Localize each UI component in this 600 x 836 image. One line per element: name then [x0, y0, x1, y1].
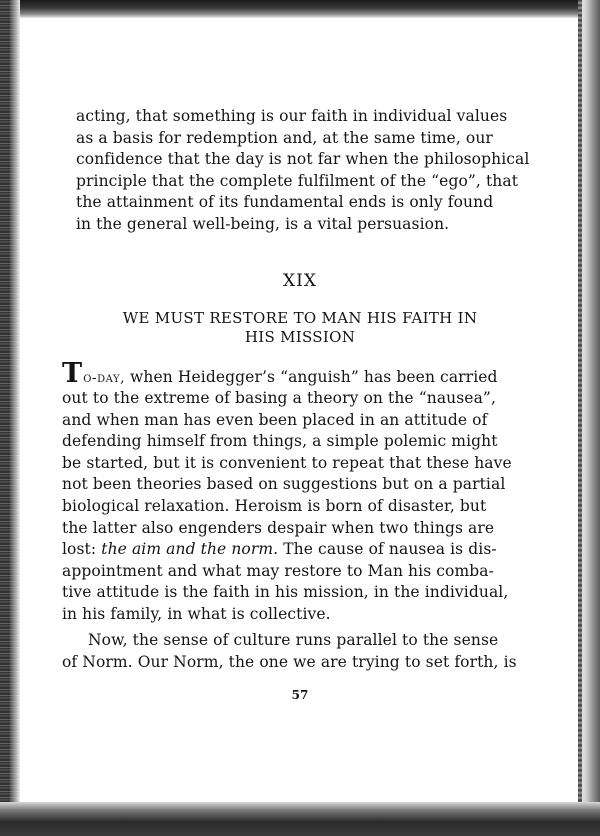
- text-line: out to the extreme of basing a theory on the “nausea”,: [62, 389, 496, 407]
- text-line: the latter also engenders despair when two things are: [62, 518, 495, 537]
- scan-border-left: [0, 0, 20, 836]
- text-line: confidence that the day is not far when the philosophical: [76, 150, 530, 169]
- text-line: appointment and what may restore to Man his comba-: [62, 561, 494, 580]
- chapter-title-line: HIS MISSION: [244, 328, 356, 346]
- text-line: in his family, in what is collective.: [62, 604, 331, 623]
- text-line: defending himself from things, a simple polemic might: [62, 432, 498, 451]
- text-line: tive attitude is the faith in his mission, in the individual,: [62, 583, 509, 602]
- chapter-title-line: WE MUST RESTORE TO MAN HIS FAITH IN: [122, 309, 478, 327]
- text-line: principle that the complete fulfilment of the “ego”, that: [76, 171, 519, 190]
- text-line: the attainment of its fundamental ends is only found: [76, 193, 494, 212]
- text-line: and when man has even been placed in an attitude of: [62, 410, 488, 429]
- text-line: of Norm. Our Norm, the one we are trying to set forth, is: [62, 652, 517, 671]
- drop-cap: T: [62, 358, 83, 389]
- text-line: Now, the sense of culture runs parallel to the sense: [88, 631, 499, 649]
- scan-border-bottom: [0, 802, 600, 836]
- text-span: lost:: [62, 540, 102, 559]
- italic-text: the aim and the norm.: [101, 540, 279, 559]
- text-line: be started, but it is convenient to repeat that these have: [62, 453, 512, 472]
- body-paragraph: [62, 630, 517, 673]
- text-line: in the general well-being, is a vital persuasion.: [76, 214, 450, 233]
- text-span: The cause of nausea is dis-: [278, 540, 497, 559]
- scan-border-top: [0, 0, 600, 18]
- page-number: 57: [291, 688, 309, 702]
- text-line-dropcap: [62, 358, 498, 389]
- small-caps-text: o-day,: [83, 370, 126, 386]
- text-line: as a basis for redemption and, at the same time, our: [76, 128, 493, 147]
- text-span: when Heidegger’s “anguish” has been carried: [125, 368, 498, 386]
- chapter-title: [70, 309, 530, 347]
- text-line: biological relaxation. Heroism is born of disaster, but: [62, 496, 487, 515]
- text-line: not been theories based on suggestions but on a partial: [62, 475, 506, 494]
- text-line: [62, 539, 497, 561]
- chapter-number: XIX: [283, 271, 317, 291]
- text-line: acting, that something is our faith in individual values: [76, 107, 508, 125]
- body-paragraph: [62, 358, 512, 626]
- opening-paragraph: [76, 106, 530, 236]
- scan-edge-strip: [578, 0, 582, 836]
